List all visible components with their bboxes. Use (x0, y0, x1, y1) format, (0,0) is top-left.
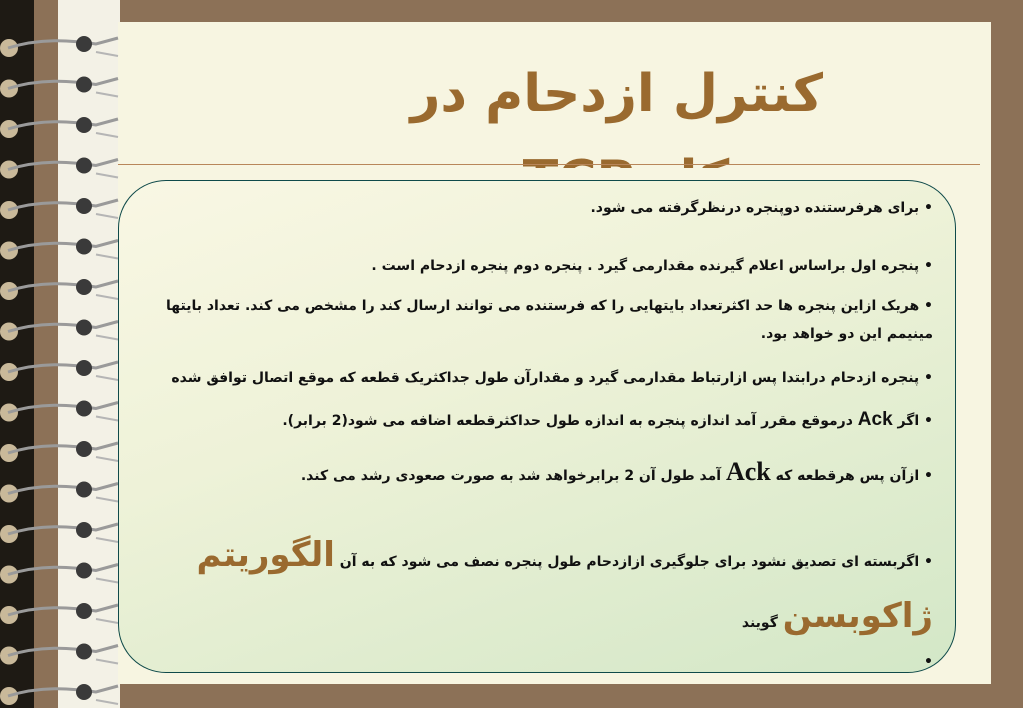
bullet-7 (193, 528, 933, 650)
binder-ring (0, 77, 118, 98)
binder-ring (0, 158, 118, 179)
title-divider (118, 164, 980, 165)
bullet-1 (233, 194, 933, 222)
bullet-glyph: • (924, 298, 933, 314)
binder-ring (0, 482, 118, 503)
binder-ring (0, 198, 118, 219)
bullet-1-text: برای هرفرستنده دوپنجره درنظرگرفته می شود. (590, 200, 920, 216)
binder-ring (0, 401, 118, 422)
binder-ring (0, 360, 118, 381)
bullet-glyph: • (924, 468, 933, 484)
binder-ring (0, 117, 118, 138)
bullet-6 (163, 458, 933, 490)
bullet-glyph: • (924, 654, 933, 670)
bullet-6-post: آمد طول آن 2 برابرخواهد شد به صورت صعودی رشد می کند. (300, 468, 726, 484)
bullet-7-pre: اگربسته ای تصدیق نشود برای جلوگیری ازازدحام طول پنجره نصف می شود که به آن (334, 554, 920, 570)
binder-ring (0, 644, 118, 665)
bullet-glyph: • (924, 413, 933, 429)
bullet-5-pre: اگر (892, 413, 920, 429)
bullet-4 (163, 364, 933, 392)
binder-ring (0, 239, 118, 260)
binder-ring (0, 36, 118, 57)
bullet-2 (233, 252, 933, 280)
bullet-8-empty (903, 648, 933, 676)
bullet-5 (163, 406, 933, 435)
binder-ring (0, 684, 118, 705)
binder-ring (0, 441, 118, 462)
ack-term: Ack (857, 409, 893, 430)
binder-ring (0, 279, 118, 300)
bullet-2-text: پنجره اول براساس اعلام گیرنده مقدارمی گیرد . پنجره دوم پنجره ازدحام است . (371, 258, 920, 274)
bullet-4-text: پنجره ازدحام درابتدا پس ازارتباط مقدارمی گیرد و مقدارآن طول جداکثریک قطعه که موقع اتصال توافق شده (171, 370, 920, 386)
algorithm-word: الگوریتم (196, 535, 335, 575)
binder-rings (0, 0, 125, 708)
bullet-6-pre: ازآن پس هرقطعه که (770, 468, 920, 484)
binder-ring (0, 563, 118, 584)
bullet-glyph: • (924, 200, 933, 216)
bullet-3-text: هریک ازاین پنجره ها حد اکثرتعداد بایتهایی را که فرستنده می توانند ارسال کند را مشخص می کند. تعداد بایتها مینیمم این دو خواهد بود. (165, 298, 933, 342)
jacobson-word: ژاکوبسن (782, 596, 933, 636)
binder-ring (0, 522, 118, 543)
bullet-3 (163, 292, 933, 348)
slide-title: کنترل ازدحام در (410, 64, 823, 124)
bullet-5-post: درموقع مقرر آمد اندازه پنجره به اندازه طول حداکثرقطعه اضافه می شود(2 برابر). (282, 413, 858, 429)
ack-term: Ack (725, 457, 771, 486)
bullet-glyph: • (924, 554, 933, 570)
binder-ring (0, 320, 118, 341)
bullet-7-post: گویند (741, 615, 783, 631)
bullet-glyph: • (924, 258, 933, 274)
binder-ring (0, 603, 118, 624)
bullet-glyph: • (924, 370, 933, 386)
